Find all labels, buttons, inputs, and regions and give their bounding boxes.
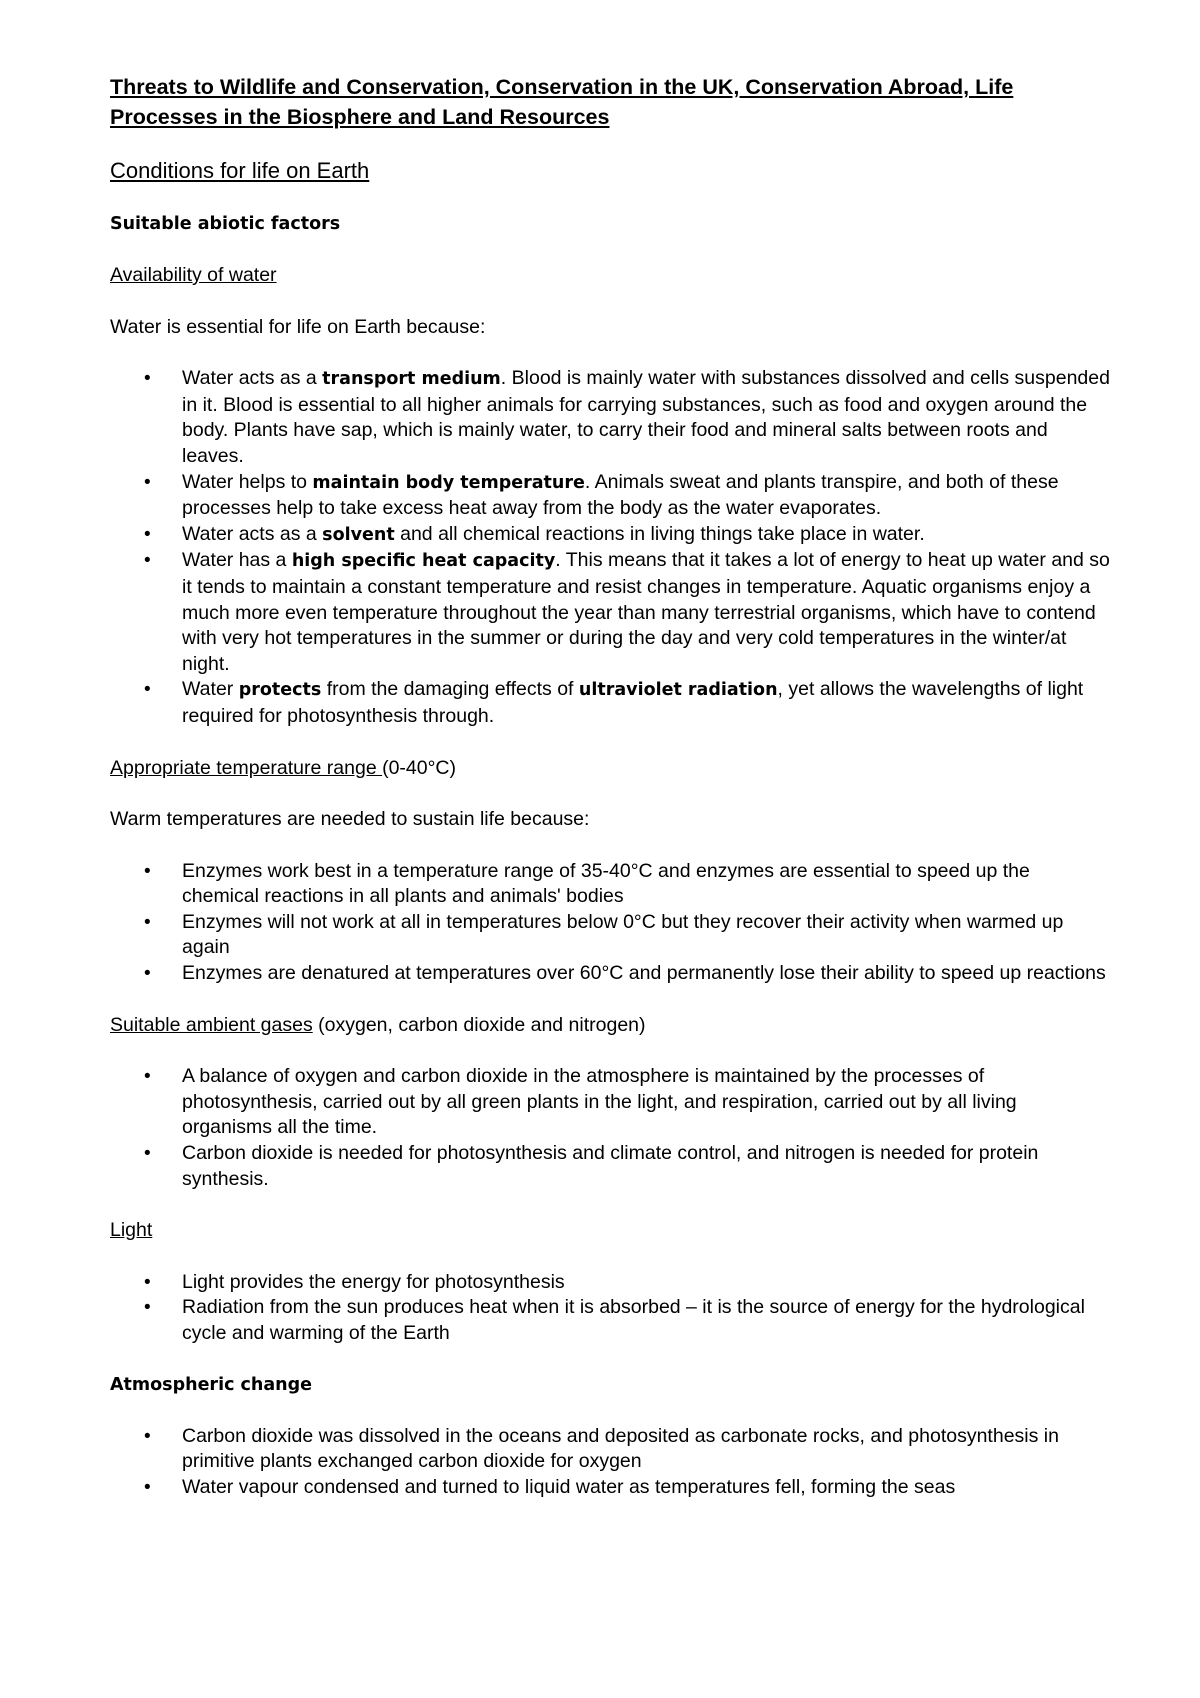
bullet-icon: • [144,368,151,390]
list-item [110,1141,1110,1192]
keyword-protects: protects [238,680,322,701]
bullet-icon: • [144,523,151,545]
text: Enzymes will not work at all in temperatures below 0°C but they recover their activity when warmed up again [182,910,1064,959]
temperature-range: (0-40°C) [382,756,456,779]
list-item [110,1064,1110,1141]
topic-water-heading: Availability of water [110,264,277,286]
text: Radiation from the sun produces heat when it is absorbed – it is the source of energy for the hydrological cycle and warming of the Earth [182,1296,1085,1344]
light-bullet-list [110,1270,1110,1347]
keyword-transport-medium: transport medium [322,369,501,390]
document-title: Threats to Wildlife and Conservation, Conservation in the UK, Conservation Abroad, Life Processes in the Biosphere and Land Resources [110,75,1014,129]
text: Enzymes are denatured at temperatures over 60°C and permanently lose their ability to speed up reactions [182,962,1106,985]
bullet-icon: • [144,1066,151,1088]
list-item [110,961,1110,987]
list-item [110,1424,1110,1475]
bullet-icon: • [144,911,151,933]
keyword-heat-capacity: high specific heat capacity [291,551,556,572]
subheading-atmospheric-change: Atmospheric change [110,1374,313,1395]
text: . Animals sweat and plants transpire, and both of these processes help to take excess heat away from the body as the water evaporates. [182,470,1059,520]
text: Water acts as a [182,367,323,390]
text: Carbon dioxide was dissolved in the oceans and deposited as carbonate rocks, and photosynthesis in primitive plants exchanged carbon dioxide for oxygen [182,1424,1059,1473]
text: Water [182,678,239,701]
bullet-icon: • [144,1143,151,1165]
list-item [110,1295,1110,1346]
list-item [110,470,1110,522]
bullet-icon: • [144,1271,151,1293]
bullet-icon: • [144,1476,151,1498]
list-item [110,677,1110,729]
topic-temperature [110,756,1110,782]
keyword-ultraviolet: ultraviolet radiation [578,680,778,701]
topic-light-heading: Light [110,1219,153,1242]
water-bullet-list [110,366,1110,729]
text: . This means that it takes a lot of energy to heat up water and so it tends to maintain a constant temperature and resist changes in temperature. Aquatic organisms enjoy a much more even temperature throughout the year than many terrestrial organisms, which have to contend with very hot temperatures in the summer or during the day and very cold temperatures in the winter/at night. [182,549,1110,675]
list-item [110,1475,1110,1501]
text: . Blood is mainly water with substances dissolved and cells suspended in it. Blood is essential to all higher animals for carrying substances, such as food and oxygen around the body. Plants have sap, which is mainly water, to carry their food and mineral salts between roots and leaves. [182,367,1110,467]
text: Water acts as a [182,522,323,545]
topic-light [110,1218,1110,1244]
bullet-icon: • [144,1425,151,1447]
topic-gases-heading: Suitable ambient gases [110,1013,313,1036]
text: and all chemical reactions in living things take place in water. [394,522,925,545]
text: Water vapour condensed and turned to liquid water as temperatures fell, forming the seas [182,1475,956,1498]
list-item [110,910,1110,961]
text: , yet allows the wavelengths of light required for photosynthesis through. [182,678,1084,727]
topic-water [110,263,1110,289]
list-item [110,548,1110,677]
topic-gases [110,1013,1110,1039]
text: Water helps to [182,470,313,493]
bullet-icon: • [144,679,151,701]
bullet-icon: • [144,963,151,985]
text: Light provides the energy for photosynthesis [182,1270,565,1293]
temperature-intro: Warm temperatures are needed to sustain life because: [110,808,590,831]
list-item [110,859,1110,910]
water-intro: Water is essential for life on Earth because: [110,315,486,338]
gases-note: (oxygen, carbon dioxide and nitrogen) [312,1013,646,1036]
section-heading-conditions: Conditions for life on Earth [110,158,370,183]
list-item [110,1270,1110,1296]
text: Enzymes work best in a temperature range of 35-40°C and enzymes are essential to speed up the chemical reactions in all plants and animals' bodies [182,859,1030,908]
text: Carbon dioxide is needed for photosynthesis and climate control, and nitrogen is needed for protein synthesis. [182,1142,1039,1190]
gases-bullet-list [110,1064,1110,1192]
document-body [110,72,1110,1500]
bullet-icon: • [144,550,151,572]
bullet-icon: • [144,860,151,882]
bullet-icon: • [144,471,151,493]
temperature-bullet-list [110,859,1110,987]
list-item [110,522,1110,549]
text: from the damaging effects of [321,678,579,701]
keyword-solvent: solvent [322,524,395,545]
atmospheric-bullet-list [110,1424,1110,1501]
bullet-icon: • [144,1297,151,1319]
text: Water has a [182,549,292,572]
subheading-abiotic-factors: Suitable abiotic factors [110,214,341,234]
text: A balance of oxygen and carbon dioxide in the atmosphere is maintained by the processes of photosynthesis, carried out by all green plants in the light, and respiration, carried out by all living organisms all the time. [182,1065,1017,1139]
topic-temperature-heading: Appropriate temperature range [110,756,383,779]
list-item [110,366,1110,469]
keyword-body-temperature: maintain body temperature [312,472,585,493]
